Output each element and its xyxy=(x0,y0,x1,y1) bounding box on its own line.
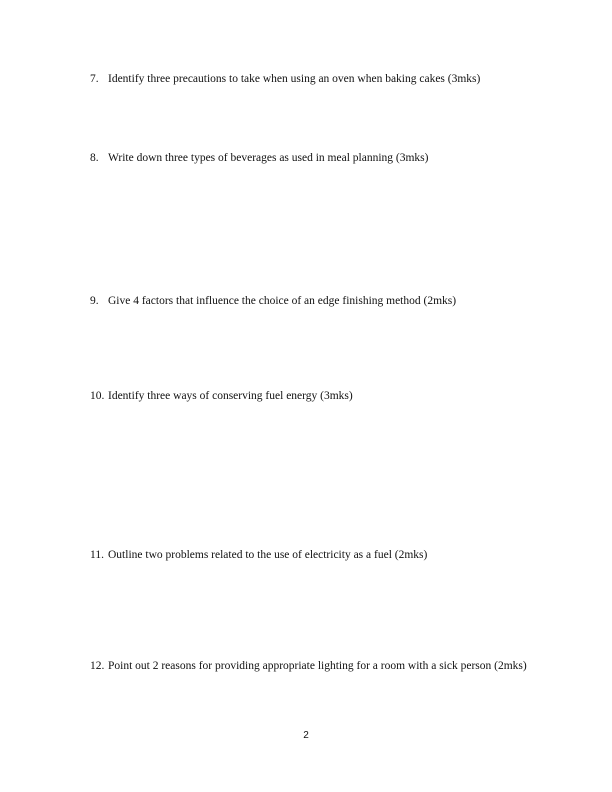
question-number: 12. xyxy=(90,660,105,672)
question-number: 11. xyxy=(90,549,104,561)
question-text: Point out 2 reasons for providing appropriate lighting for a room with a sick person (2mks) xyxy=(108,660,527,672)
question-10 xyxy=(90,388,530,405)
question-text: Identify three ways of conserving fuel energy (3mks) xyxy=(108,390,353,402)
question-8 xyxy=(90,150,530,167)
question-number: 9. xyxy=(90,295,99,307)
question-number: 8. xyxy=(90,152,99,164)
question-text: Give 4 factors that influence the choice of an edge finishing method (2mks) xyxy=(108,295,457,307)
question-text: Outline two problems related to the use of electricity as a fuel (2mks) xyxy=(108,549,428,561)
question-number: 10. xyxy=(90,390,105,402)
question-7 xyxy=(90,71,530,88)
page-number: 2 xyxy=(303,730,309,741)
question-number: 7. xyxy=(90,73,99,85)
question-11 xyxy=(90,547,530,564)
question-9 xyxy=(90,293,530,310)
question-12 xyxy=(90,658,530,675)
question-text: Write down three types of beverages as used in meal planning (3mks) xyxy=(108,152,429,164)
question-text: Identify three precautions to take when using an oven when baking cakes (3mks) xyxy=(108,73,481,85)
